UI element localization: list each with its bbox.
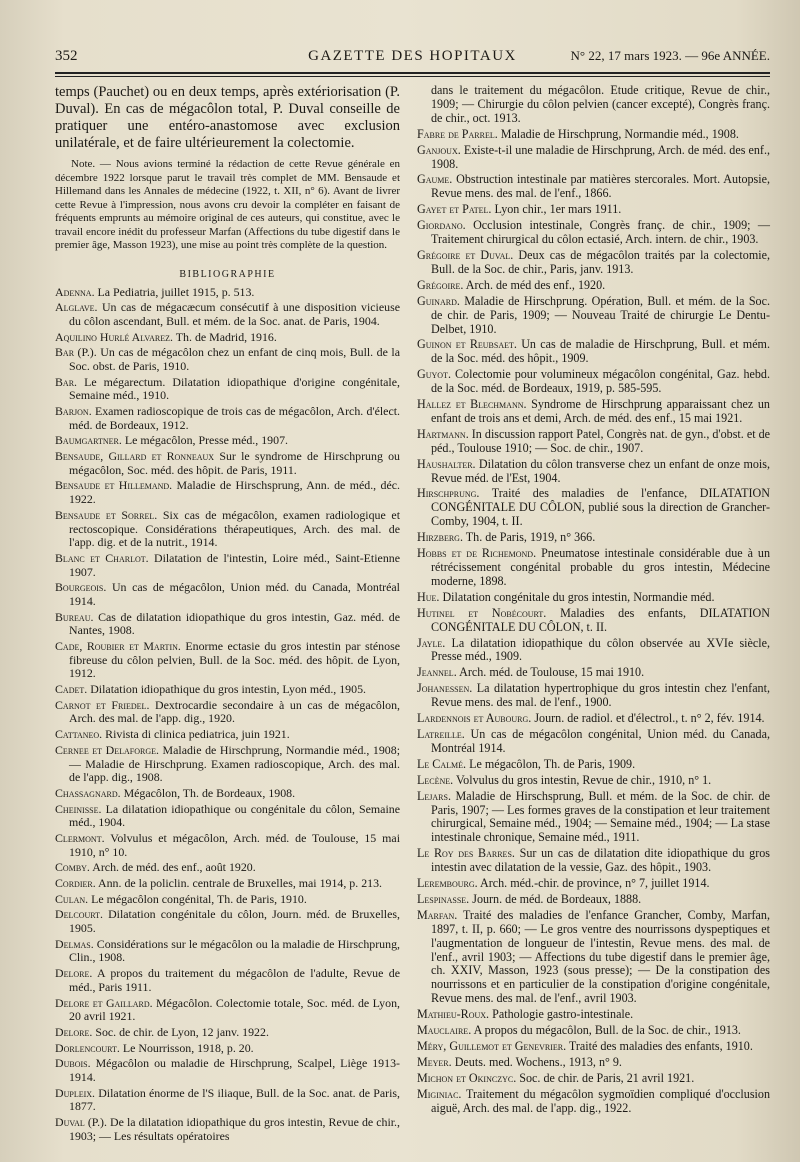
reference-text: Traité des maladies de l'enfance Grancher, Comby, Marfan, 1897, t. II, p. 660; — Le gros ventre des nourrissons dyspeptiques et l'augmentation de longueur de l'intestin, Revue mens. des mal. de l'enf., avril 1903; — Affections du tube digestif dans le premier âge, ch. XXIV, Masson, 1923 (sous presse); — De la constipation des nourrissons et en particulier de la constipation d'origine congénitale, Revue mens. des mal. de l'enf., avril 1903. — [431, 907, 770, 1006]
reference-text: Deuts. med. Wochens., 1913, n° 9. — [454, 1054, 622, 1069]
reference-text: Maladie de Hirschprung, Normandie méd., 1908. — [500, 126, 739, 141]
reference-author: Guyot. — [417, 367, 451, 382]
reference-author: Méry, Guillemot et Genevrier. — [417, 1039, 567, 1053]
reference-entry — [55, 683, 400, 697]
reference-text: Enorme ectasie du gros intestin par sténose fibreuse du côlon pelvien, Bull. de la Soc. méd. des hôpit. de Lyon, 1912. — [69, 639, 400, 681]
reference-author: Bureau. — [55, 609, 94, 624]
reference-entry — [417, 84, 770, 126]
reference-author: Cade, Roubier et Martin. — [55, 639, 181, 653]
reference-entry — [55, 938, 400, 965]
reference-entry — [417, 398, 770, 426]
reference-entry — [417, 728, 770, 756]
reference-author: Chassagnard. — [55, 785, 121, 800]
reference-entry — [417, 547, 770, 589]
reference-entry — [55, 301, 400, 328]
reference-entry — [55, 405, 400, 432]
reference-entry — [55, 803, 400, 830]
reference-entry — [417, 682, 770, 710]
reference-text: Maladie de Hirschsprung, Bull. et mém. de la Soc. de chir. de Paris, 1907; — Les formes graves de la constipation et leur traitement chirurgical, Semaine méd., 1904; — Semaine méd., 1904; — La stase intestinale chronique, Semaine méd., 1911. — [431, 788, 770, 845]
reference-entry — [55, 1057, 400, 1084]
page-header — [55, 48, 770, 70]
reference-text: Un cas de mégacôlon chez un enfant de cinq mois, Bull. de la Soc. obst. de Paris, 1910. — [69, 345, 400, 373]
reference-text: Journ. de radiol. et d'électrol., t. n° 2, fév. 1914. — [534, 711, 765, 726]
reference-entry — [55, 479, 400, 506]
reference-entry — [417, 758, 770, 772]
reference-text: Deux cas de mégacôlon traités par la colectomie, Bull. de la Soc. de chir., Paris, janv. 1913. — [431, 247, 770, 276]
reference-text: La Pediatria, juillet 1915, p. 513. — [97, 284, 255, 299]
reference-text: Six cas de mégacôlon, examen radiologique et rectoscopique. Considérations thérapeutiques, Arch. des mal. de l'app. dig. et de la nutrit., 1914. — [69, 507, 400, 550]
reference-author: Jeannel. — [417, 665, 457, 680]
reference-text: Obstruction intestinale par matières stercorales. Mort. Autopsie, Revue mens. des mal. de l'enf., 1866. — [431, 172, 770, 201]
reference-author: Cernee et Delaforge. — [55, 742, 159, 757]
reference-author: Aquilino Hurlé Alvarez. — [55, 329, 174, 344]
reference-author: Hue. — [417, 589, 440, 604]
reference-author: Guinon et Reubsaet. — [417, 337, 517, 352]
reference-text: Le mégacôlon congénital, Th. de Paris, 1910. — [91, 891, 307, 906]
reference-author: Delmas. — [55, 936, 94, 951]
reference-entry — [55, 376, 400, 403]
reference-author: Guinard. — [417, 293, 460, 308]
right-column — [417, 84, 770, 1118]
reference-entry — [55, 1026, 400, 1040]
page-number: 352 — [55, 48, 78, 64]
reference-entry — [55, 861, 400, 875]
reference-entry — [55, 434, 400, 448]
header-rule-thin — [55, 76, 770, 77]
reference-text: Colectomie pour volumineux mégacôlon congénital, Gaz. hebd. de la Soc. méd. de Bordeaux, 1919, p. 585-595. — [431, 367, 770, 396]
reference-text: Soc. de chir. de Lyon, 12 janv. 1922. — [95, 1024, 269, 1039]
reference-author: Lerembourg. — [417, 876, 478, 891]
reference-text: Rivista di clinica pediatrica, juin 1921. — [105, 727, 290, 742]
reference-entry — [417, 144, 770, 172]
reference-author: Bensaude, Gillard et Ronneaux — [55, 449, 215, 464]
reference-entry — [417, 1008, 770, 1022]
reference-entry — [417, 531, 770, 545]
reference-author: Miginiac. — [417, 1086, 462, 1101]
reference-author: Cattaneo. — [55, 727, 103, 742]
reference-entry — [417, 877, 770, 891]
reference-text: Un cas de mégacôlon, Union méd. du Canada, Montréal 1914. — [69, 580, 400, 608]
reference-author: Bar. — [55, 374, 78, 389]
reference-text: Traitement du mégacôlon sygmoïdien compliqué d'occlusion aiguë, Arch. des mal. de l'app. dig., 1922. — [431, 1086, 770, 1115]
reference-entry — [417, 428, 770, 456]
reference-author: Lecène. — [417, 772, 454, 787]
reference-entry — [417, 203, 770, 217]
reference-entry — [55, 893, 400, 907]
reference-entry — [417, 666, 770, 680]
reference-author: Jayle. — [417, 635, 446, 650]
reference-text: Un cas de mégacæcum consécutif à une disposition vicieuse du côlon ascendant, Bull. et mém. de la Soc. anat. de Paris, 1904. — [69, 300, 400, 328]
reference-author: Dupleix. — [55, 1085, 96, 1100]
reference-text: Traité des maladies de l'enfance, DILATATION CONGÉNITALE DU CÔLON, publié sous la direction de Grancher-Comby, 1904, t. II. — [431, 486, 770, 529]
reference-text: Volvulus du gros intestin, Revue de chir., 1910, n° 1. — [456, 772, 712, 787]
reference-entry — [55, 552, 400, 579]
reference-entry — [417, 607, 770, 635]
reference-entry — [417, 368, 770, 396]
issue-info: N° 22, 17 mars 1923. — 96e ANNÉE. — [570, 48, 770, 63]
reference-entry — [417, 1024, 770, 1038]
reference-entry — [55, 832, 400, 859]
reference-entry — [417, 909, 770, 1006]
reference-entry — [55, 450, 400, 477]
note-text: Note. — Nous avions terminé la rédaction de cette Revue générale en décembre 1922 lorsque parut le travail très complet de MM. Bensaude et Hillemand dans les Annales de médecine (1922, t. XII, n° 6). Avant de livrer cette Revue à l'impression, nous avons cru devoir la compléter en faisant de fréquents emprunts au mémoire original de ces auteurs, qui constitue, avec le travail encore inédit du professeur Marfan (Affections du tube digestif dans le premier âge, Masson 1923), une mise au point très complète de la question. — [55, 158, 400, 251]
reference-text: Dilatation énorme de l'S iliaque, Bull. de la Soc. anat. de Paris, 1877. — [69, 1085, 400, 1114]
reference-author: Grégoire et Duval. — [417, 247, 514, 262]
reference-text: Le mégacôlon, Presse méd., 1907. — [124, 433, 288, 448]
reference-author: Haushalter. — [417, 456, 476, 471]
left-reference-list — [55, 286, 400, 1144]
reference-text: Arch. de méd des enf., 1920. — [465, 277, 606, 292]
reference-text: Syndrome de Hirschprung apparaissant chez un enfant de trois ans et demi, Arch. de méd. des enf., 15 mai 1921. — [431, 397, 770, 425]
reference-text: Pneumatose intestinale considérable due à un rétrécissement congénital probable du gros intestin, Médecine moderne, 1898. — [431, 546, 770, 588]
reference-author: Cadet. — [55, 682, 88, 697]
reference-text: Mégacôlon ou maladie de Hirschprung, Scalpel, Liège 1913-1914. — [69, 1056, 400, 1084]
reference-entry — [55, 611, 400, 638]
reference-text: Mégacôlon, Th. de Bordeaux, 1908. — [123, 785, 296, 800]
reference-text: Th. de Madrid, 1916. — [175, 329, 277, 344]
reference-entry — [55, 997, 400, 1024]
reference-entry — [55, 346, 400, 373]
reference-entry — [417, 893, 770, 907]
reference-author: Delcourt. — [55, 907, 103, 922]
reference-author: Clermont. — [55, 830, 105, 845]
reference-author: Latreille. — [417, 726, 465, 741]
reference-text: Th. de Paris, 1919, n° 366. — [465, 530, 596, 545]
reference-author: Bourgeois. — [55, 580, 107, 595]
reference-entry — [417, 487, 770, 529]
reference-entry — [55, 1087, 400, 1114]
reference-entry — [417, 295, 770, 337]
reference-entry — [55, 509, 400, 550]
reference-entry — [55, 967, 400, 994]
intro-paragraph: temps (Pauchet) ou en deux temps, après extériorisation (P. Duval). En cas de mégacôlon total, P. Duval conseille de pratiquer une entéro-anastomose avec exclusion unilatérale, et de faire ultérieurement la colectomie. — [55, 84, 400, 151]
header-rule-thick — [55, 72, 770, 74]
reference-text: Un cas de maladie de Hirschprung, Bull. et mém. de la Soc. méd. des hôpit., 1909. — [431, 337, 770, 366]
reference-entry — [417, 338, 770, 366]
reference-text: Dilatation du côlon transverse chez un enfant de onze mois, Revue méd. de l'Est, 1904. — [431, 456, 770, 485]
reference-author: Mathieu-Roux. — [417, 1007, 490, 1022]
reference-author: Blanc et Charlot. — [55, 550, 149, 565]
reference-text: Sur un cas de dilatation dite idiopathique du gros intestin avec dilatation de la vessie, Gaz. des hôpit., 1903. — [431, 846, 770, 875]
reference-author: Bar (P.). — [55, 345, 97, 360]
reference-entry — [55, 699, 400, 726]
reference-author: Barjon. — [55, 404, 92, 418]
reference-author: Adenna. — [55, 284, 95, 299]
reference-text: Maladie de Hirschsprung, Ann. de méd., déc. 1922. — [69, 478, 401, 507]
reference-text: Lyon chir., 1er mars 1911. — [494, 202, 622, 217]
reference-text: Examen radioscopique de trois cas de mégacôlon, Arch. d'élect. méd. de Bordeaux, 1912. — [69, 404, 400, 432]
reference-text: La dilatation idiopathique du côlon observée au XVIe siècle, Presse méd., 1909. — [431, 635, 770, 664]
reference-author: Marfan. — [417, 907, 458, 922]
reference-author: Baumgartner. — [55, 433, 122, 448]
reference-text: In discussion rapport Patel, Congrès nat. de gyn., d'obst. et de péd., Toulouse 1910; — Soc. de chir., 1907. — [431, 426, 771, 455]
reference-author: Comby. — [55, 860, 90, 875]
reference-entry — [55, 1042, 400, 1056]
reference-entry — [417, 637, 770, 665]
reference-text: Existe-t-il une maladie de Hirschprung, Arch. de méd. des enf., 1908. — [431, 142, 771, 171]
reference-entry — [55, 286, 400, 300]
bibliography-heading: BIBLIOGRAPHIE — [179, 268, 276, 280]
reference-entry — [417, 128, 770, 142]
reference-entry — [417, 1088, 770, 1116]
reference-text: Mégacôlon. Colectomie totale, Soc. méd. de Lyon, 20 avril 1921. — [69, 995, 400, 1024]
reference-author: Hartmann. — [417, 426, 469, 441]
reference-entry — [55, 1116, 400, 1143]
reference-entry — [55, 787, 400, 801]
reference-entry — [417, 591, 770, 605]
right-reference-list — [417, 84, 770, 1116]
reference-author: Cordier. — [55, 876, 96, 890]
reference-author: Gaume. — [417, 172, 453, 187]
reference-author: Hirzberg. — [417, 530, 463, 545]
reference-entry — [417, 173, 770, 201]
reference-text: Dilatation de l'intestin, Loire méd., Saint-Etienne 1907. — [69, 550, 400, 579]
reference-author: Fabre de Parrel. — [417, 126, 498, 141]
reference-entry — [55, 331, 400, 345]
reference-author: Lardennois et Aubourg. — [417, 711, 532, 726]
reference-author: Hutinel et Nobécourt. — [417, 605, 547, 620]
reference-text: A propos du mégacôlon, Bull. de la Soc. de chir., 1913. — [473, 1023, 741, 1038]
reference-text: La dilatation hypertrophique du gros intestin chez l'enfant, Revue mens. des mal. de l'enf., 1900. — [431, 681, 770, 710]
reference-entry — [417, 847, 770, 875]
reference-entry — [55, 877, 400, 891]
reference-text: Maladies des enfants, DILATATION CONGÉNITALE DU CÔLON, t. II. — [431, 605, 770, 634]
reference-entry — [55, 728, 400, 742]
reference-author: Ganjoux. — [417, 142, 461, 157]
reference-text: Un cas de mégacôlon congénital, Union méd. du Canada, Montréal 1914. — [431, 726, 770, 755]
reference-text: La dilatation idiopathique ou congénitale du côlon, Semaine méd., 1904. — [69, 801, 400, 830]
reference-author: Cheinisse. — [55, 801, 102, 816]
reference-author: Lejars. — [417, 788, 451, 803]
reference-text: Dextrocardie secondaire à un cas de mégacôlon, Arch. des mal. de l'app. dig., 1920. — [69, 697, 400, 726]
reference-text: Dilatation congénitale du côlon, Journ. méd. de Bruxelles, 1905. — [69, 907, 400, 936]
reference-author: Bensaude et Hillemand. — [55, 478, 173, 493]
reference-entry — [417, 458, 770, 486]
reference-entry — [55, 581, 400, 608]
reference-text: Volvulus et mégacôlon, Arch. méd. de Toulouse, 15 mai 1910, n° 10. — [69, 830, 400, 859]
reference-text: Le mégarectum. Dilatation idiopathique d'origine congénitale, Semaine méd., 1910. — [69, 374, 400, 403]
reference-text: Soc. de chir. de Paris, 21 avril 1921. — [519, 1070, 695, 1085]
reference-author: Lespinasse. — [417, 891, 470, 906]
reference-author: Le Calmé. — [417, 756, 467, 771]
reference-author: Meyer. — [417, 1054, 452, 1069]
reference-entry — [417, 712, 770, 726]
reference-author: Dorlencourt. — [55, 1040, 120, 1055]
reference-author: Giordano. — [417, 218, 466, 233]
reference-author: Gayet et Patel. — [417, 202, 492, 217]
reference-entry — [417, 249, 770, 277]
editor-note — [55, 158, 400, 253]
reference-author: Mauclaire. — [417, 1023, 472, 1038]
reference-entry — [417, 279, 770, 293]
left-column — [55, 84, 400, 1145]
reference-author: Hirschprung. — [417, 486, 480, 501]
reference-entry — [55, 744, 400, 785]
reference-text: Journ. de méd. de Bordeaux, 1888. — [472, 891, 642, 906]
reference-text: Traité des maladies des enfants, 1910. — [568, 1039, 753, 1053]
reference-text: Arch. méd. de Toulouse, 15 mai 1910. — [459, 665, 645, 680]
reference-author: Hobbs et de Richemond. — [417, 546, 537, 561]
reference-text: Arch. méd.-chir. de province, n° 7, juillet 1914. — [480, 876, 710, 891]
reference-text: Le mégacôlon, Th. de Paris, 1909. — [469, 756, 636, 771]
reference-entry — [417, 1040, 770, 1054]
reference-author: Johanessen. — [417, 681, 473, 696]
reference-author: Duval (P.). — [55, 1115, 107, 1129]
reference-entry — [417, 1072, 770, 1086]
reference-entry — [417, 774, 770, 788]
reference-author: Michon et Okinczyc. — [417, 1070, 517, 1085]
reference-text: Maladie de Hirschprung. Opération, Bull. et mém. de la Soc. de chir. de Paris, 1909; — Nouveau Traité de chirurgie Le Dentu-Delbet, 1910. — [431, 293, 770, 336]
reference-text: Dilatation idiopathique du gros intestin, Lyon méd., 1905. — [90, 682, 366, 697]
journal-title: GAZETTE DES HOPITAUX — [308, 48, 517, 64]
reference-entry — [417, 790, 770, 846]
reference-author: Delore. — [55, 1024, 93, 1039]
reference-text: Cas de dilatation idiopathique du gros intestin, Gaz. méd. de Nantes, 1908. — [69, 609, 400, 638]
reference-text: Le Nourrisson, 1918, p. 20. — [122, 1040, 254, 1055]
reference-entry — [55, 640, 400, 681]
reference-author: Culan. — [55, 891, 89, 906]
reference-entry — [55, 908, 400, 935]
reference-text: De la dilatation idiopathique du gros intestin, Revue de chir., 1903; — Les résultats opératoires — [69, 1115, 401, 1143]
reference-text: Occlusion intestinale, Congrès franç. de chir., 1909; — Traitement chirurgical du côlon ectasié, Arch. intern. de chir., 1903. — [431, 218, 770, 247]
reference-text: Considérations sur le mégacôlon ou la maladie de Hirschprung, Clin., 1908. — [69, 936, 400, 965]
reference-entry — [417, 219, 770, 247]
reference-author: Bensaude et Sorrel. — [55, 507, 158, 522]
reference-author: Grégoire. — [417, 277, 464, 292]
reference-author: Dubois. — [55, 1056, 91, 1071]
reference-text: A propos du traitement du mégacôlon de l'adulte, Revue de méd., Paris 1911. — [69, 966, 400, 994]
reference-author: Delore. — [55, 966, 93, 981]
reference-author: Carnot et Friedel. — [55, 697, 150, 712]
reference-author: Delore et Gaillard. — [55, 995, 153, 1010]
reference-text: Sur le syndrome de Hirschprung ou mégacôlon, Soc. méd. des hôpit. de Paris, 1911. — [69, 449, 400, 477]
reference-text: Dilatation congénitale du gros intestin, Normandie méd. — [442, 589, 715, 604]
reference-author: Alglave. — [55, 300, 98, 315]
reference-author: Le Roy des Barres. — [417, 846, 515, 861]
reference-text: Maladie de Hirschprung, Normandie méd., 1908; — Maladie de Hirschprung. Examen radioscopique, Arch. des mal. de l'app. dig., 1908. — [69, 742, 400, 785]
reference-text: Pathologie gastro-intestinale. — [492, 1007, 634, 1022]
reference-text: Arch. de méd. des enf., août 1920. — [92, 860, 256, 875]
reference-text: Ann. de la policlin. centrale de Bruxelles, mai 1914, p. 213. — [98, 876, 382, 890]
reference-text: dans le traitement du mégacôlon. Etude critique, Revue de chir., 1909; — Chirurgie du côlon pelvien (cancer excepté), Congrès franç. de chir., oct. 1913. — [431, 83, 770, 125]
reference-author: Hallez et Blechmann. — [417, 397, 527, 412]
reference-entry — [417, 1056, 770, 1070]
